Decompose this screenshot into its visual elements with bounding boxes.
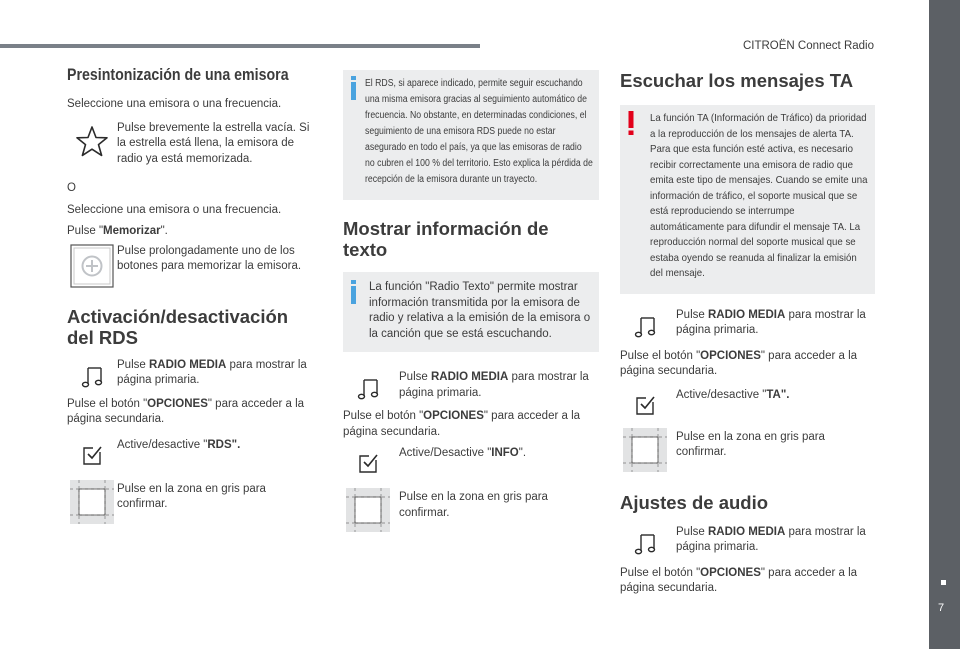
instruction-row — [343, 488, 599, 532]
music-note-icon — [634, 316, 656, 338]
heading-ta: Escuchar los mensajes TA — [620, 70, 854, 91]
toggle-text: Active/Desactive "INFO". — [399, 447, 527, 459]
header-brand: CITROËN Connect Radio — [742, 40, 874, 52]
paragraph-opciones: Pulse el botón "OPCIONES" para acceder a la página secundaria. — [620, 566, 858, 594]
music-note-icon — [634, 533, 656, 555]
music-note-icon — [81, 366, 103, 388]
radio-media-text: Pulse RADIO MEDIA para mostrar la página primaria. — [676, 525, 866, 553]
star-text: Pulse brevemente la estrella vacía. Si la estrella está llena, la emisora de radio ya está memorizada. — [117, 121, 310, 165]
info-box-texto — [343, 272, 599, 352]
toggle-text: Active/desactive "RDS". — [117, 438, 241, 451]
grey-zone-text: Pulse en la zona en gris para confirmar. — [399, 491, 548, 519]
instruction-row — [343, 370, 599, 401]
music-note-icon — [357, 378, 379, 400]
star-icon — [75, 125, 109, 157]
instruction-row — [620, 388, 875, 416]
grey-zone-text: Pulse en la zona en gris para confirmar. — [117, 482, 266, 510]
grey-zone-icon — [623, 428, 667, 472]
grey-zone-icon — [346, 488, 390, 532]
instruction-row — [67, 358, 325, 389]
paragraph: Seleccione una emisora o una frecuencia. — [67, 203, 282, 216]
info-text: La función "Radio Texto" permite mostrar información transmitida por la emisora de radio y relativa a la emisión de la emisora o la canción que se está escuchando. — [369, 281, 591, 340]
heading-audio: Ajustes de audio — [620, 491, 769, 513]
toggle-text: Active/desactive "TA". — [676, 388, 790, 401]
radio-media-text: Pulse RADIO MEDIA para mostrar la página primaria. — [399, 371, 589, 399]
info-icon — [351, 280, 357, 304]
heading-texto: Mostrar información de texto — [343, 218, 549, 260]
plus-button-icon — [70, 244, 114, 288]
checkbox-icon — [357, 452, 379, 474]
info-box-rds — [343, 70, 599, 200]
warning-box-ta — [620, 105, 875, 294]
page-number: 7 — [938, 602, 945, 614]
instruction-row — [67, 121, 325, 168]
checkbox-icon — [634, 394, 656, 416]
instruction-row — [343, 446, 599, 474]
instruction-row — [620, 428, 875, 472]
info-text: El RDS, si aparece indicado, permite seguir escuchando una misma emisora gracias al seguimiento automático de frecuencia. No obstante, en determinadas condiciones, el seguimiento de una emisora RDS puede no estar asegurado en todo el país, ya que las emisoras de radio no cubren el 100 % del territorio. Esto explica la pérdida de recepción de la emisora durante un trayecto. — [365, 78, 593, 185]
header-rule — [0, 44, 480, 48]
paragraph-opciones: Pulse el botón "OPCIONES" para acceder a la página secundaria. — [620, 349, 858, 377]
continue-marker — [941, 580, 946, 585]
paragraph: Pulse "Memorizar". — [67, 225, 168, 237]
paragraph-opciones: Pulse el botón "OPCIONES" para acceder a la página secundaria. — [67, 397, 305, 425]
paragraph-or: O — [67, 182, 76, 194]
paragraph: Seleccione una emisora o una frecuencia. — [67, 98, 282, 110]
column-2 — [343, 70, 599, 532]
plus-text: Pulse prolongadamente uno de los botones para memorizar la emisora. — [117, 244, 302, 272]
paragraph-opciones: Pulse el botón "OPCIONES" para acceder a la página secundaria. — [343, 410, 581, 438]
instruction-row — [67, 244, 325, 288]
radio-media-text: Pulse RADIO MEDIA para mostrar la página primaria. — [117, 358, 307, 386]
side-tab — [929, 0, 960, 649]
info-icon — [351, 76, 357, 100]
instruction-row — [620, 308, 875, 339]
heading-rds: Activación/desactivación del RDS — [67, 305, 289, 348]
instruction-row — [620, 525, 875, 556]
heading-presintonizacion: Presintonización de una emisora — [67, 66, 289, 84]
warning-text: La función TA (Información de Tráfico) da prioridad a la reproducción de los mensajes de alerta TA. Para que esta función esté activa, es necesario recibir correctamente una emisora de radio que emita este tipo de mensajes. Cuando se emite una información de tráfico, el soporte musical que se está reproduciendo se interrumpe automáticamente para difundir el mensaje TA. La reproducción normal del soporte musical que se estaba oyendo se reanuda al finalizar la emisión del mensaje. — [650, 112, 868, 279]
instruction-row — [67, 438, 325, 466]
grey-zone-icon — [70, 480, 114, 524]
column-3 — [620, 70, 875, 597]
column-1 — [67, 66, 325, 524]
checkbox-icon — [81, 444, 103, 466]
grey-zone-text: Pulse en la zona en gris para confirmar. — [676, 430, 825, 458]
instruction-row — [67, 480, 325, 524]
warning-icon — [628, 111, 634, 135]
radio-media-text: Pulse RADIO MEDIA para mostrar la página primaria. — [676, 308, 866, 336]
